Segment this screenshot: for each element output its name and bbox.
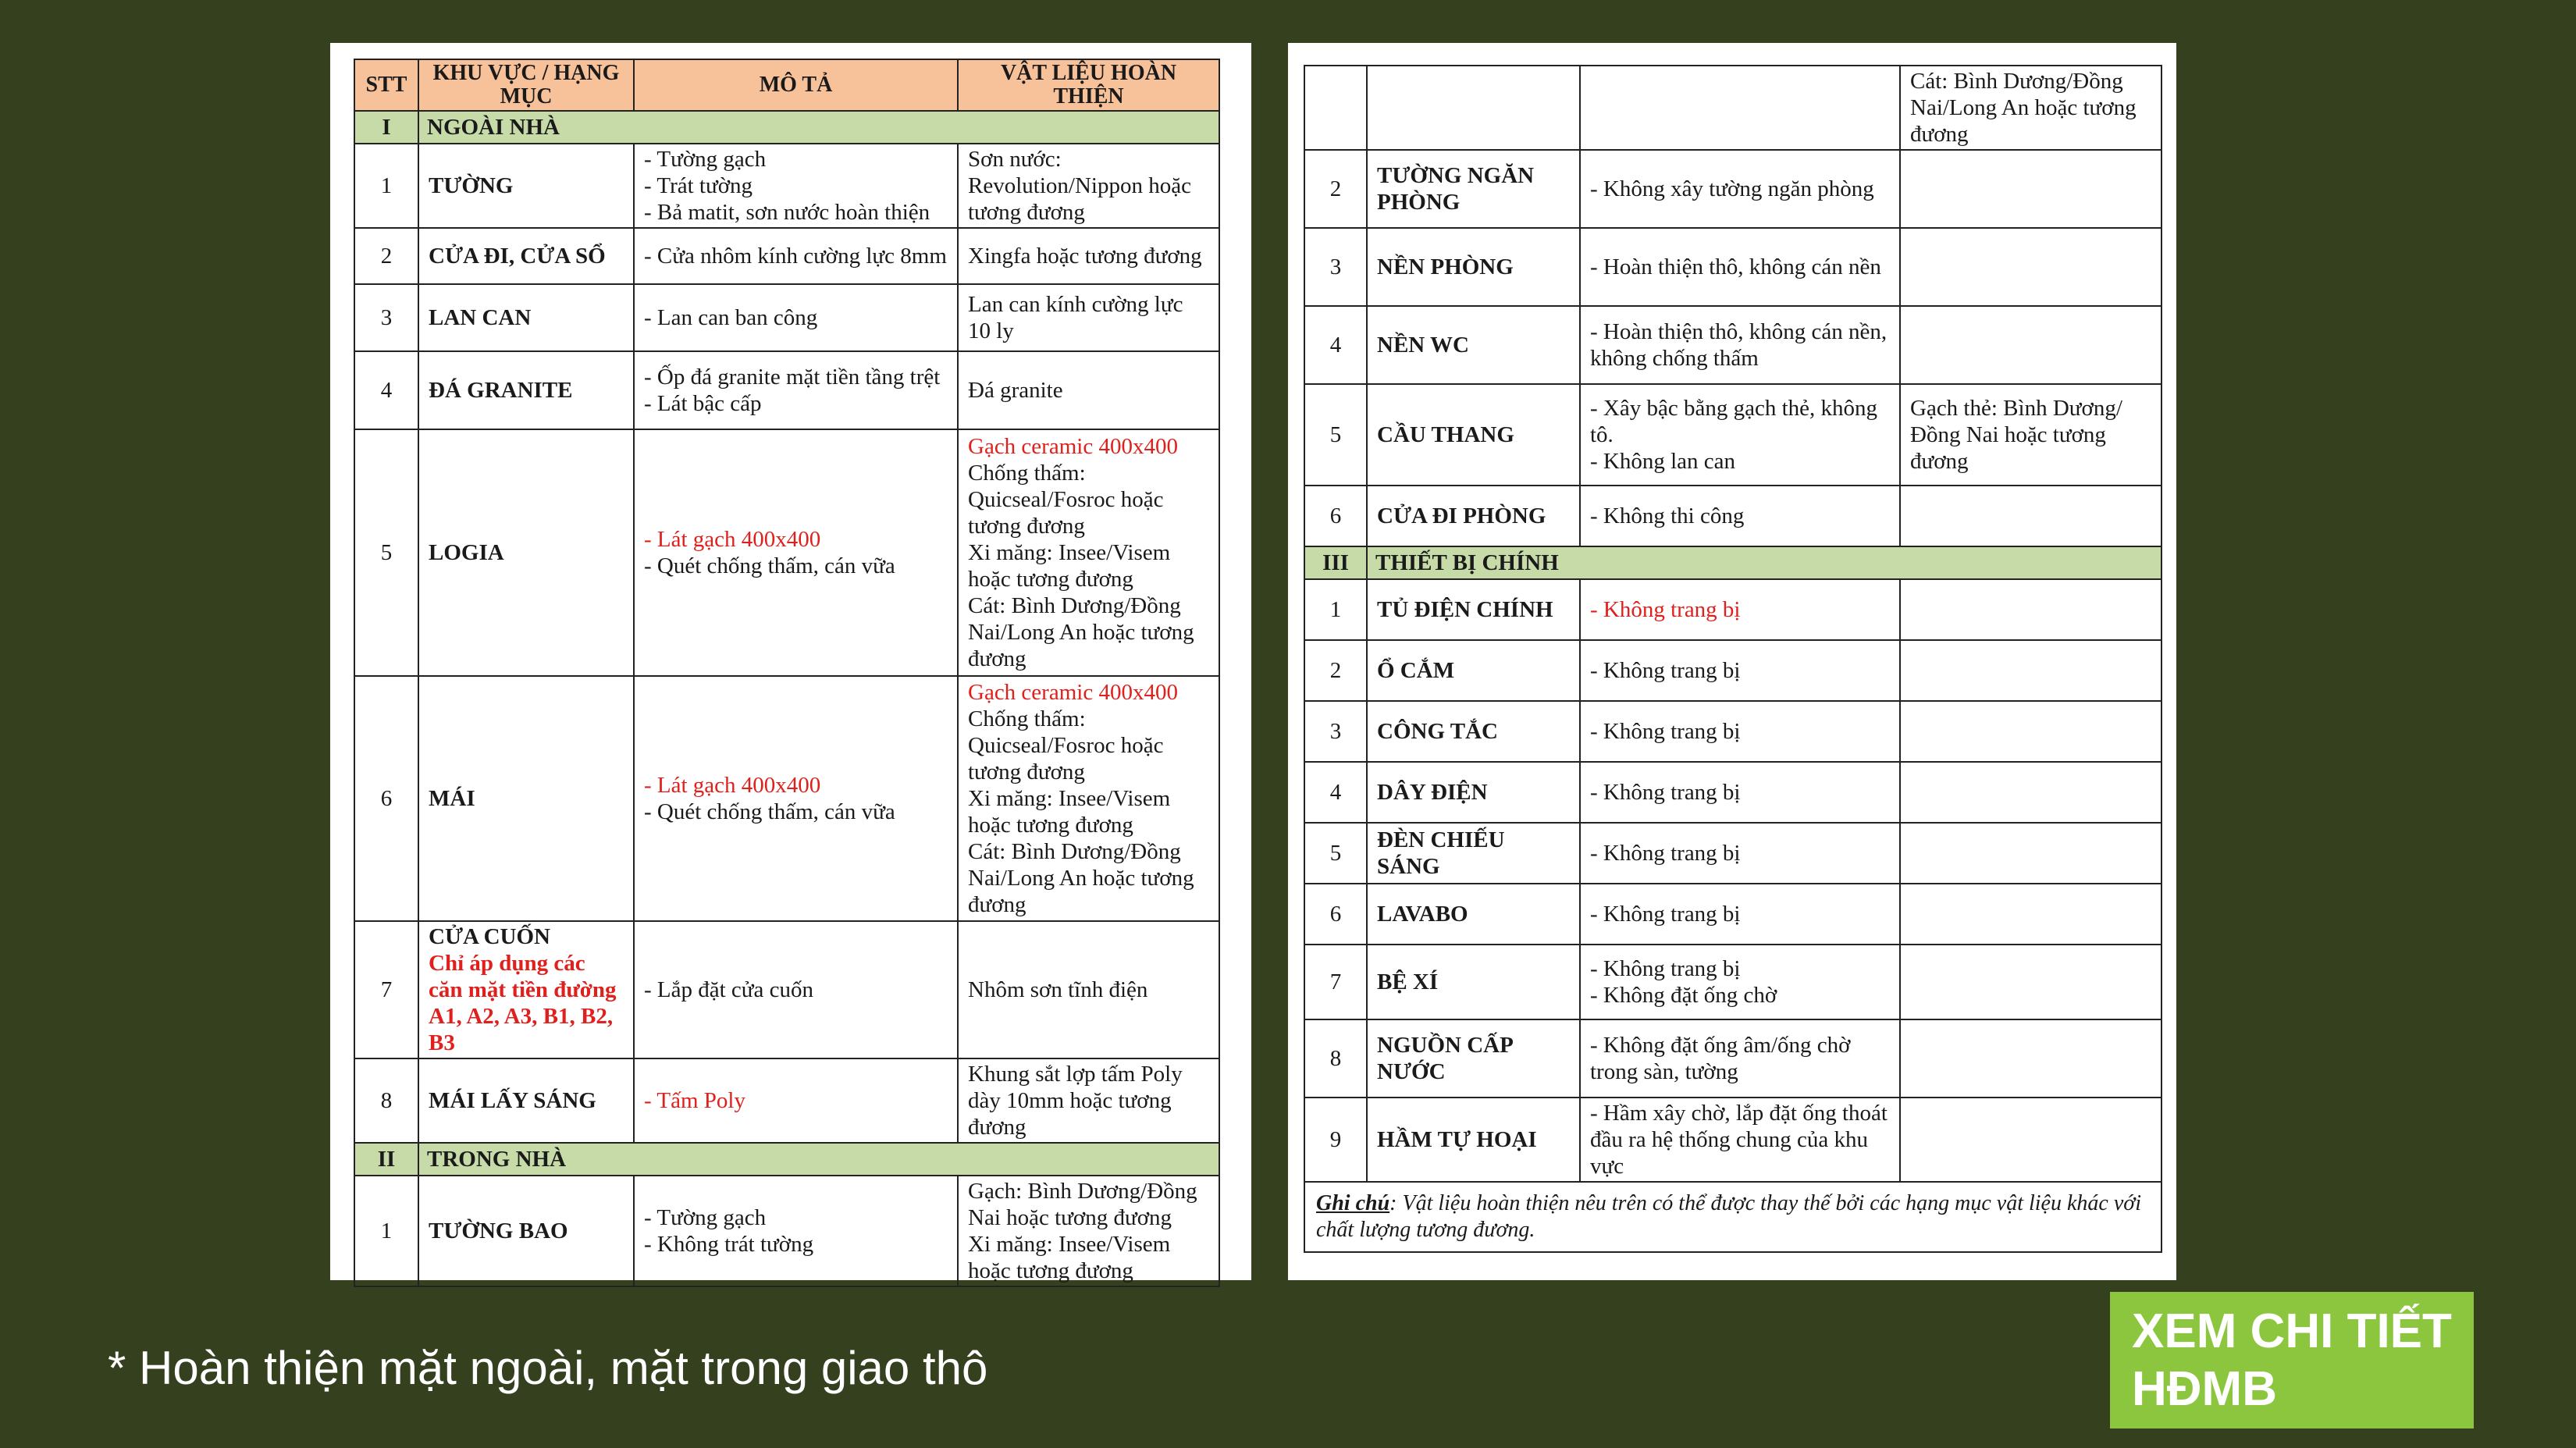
material-cell — [1900, 640, 2161, 701]
area-cell-line: Ổ CẮM — [1377, 658, 1455, 683]
area-cell — [1367, 640, 1580, 701]
description-cell-line: - Tấm Poly — [644, 1088, 745, 1113]
material-cell — [958, 921, 1219, 1058]
table-header-row — [354, 59, 1219, 111]
row-number: 9 — [1304, 1098, 1367, 1182]
section-row — [354, 1143, 1219, 1176]
description-cell — [1580, 640, 1900, 701]
area-cell-line: HẦM TỰ HOẠI — [1377, 1127, 1537, 1152]
description-cell — [1580, 701, 1900, 762]
description-cell — [1580, 66, 1900, 150]
description-cell-line: - Lát gạch 400x400 — [644, 773, 821, 798]
area-cell — [1367, 384, 1580, 486]
spec-sheet-left — [330, 43, 1251, 1283]
description-cell-line: - Tường gạch — [644, 1205, 767, 1230]
header-stt: STT — [354, 59, 418, 111]
description-cell — [634, 1058, 958, 1143]
area-cell — [418, 144, 634, 228]
area-cell-line: Chỉ áp dụng các căn mặt tiền đường A1, A2, A3, B1, B2, B3 — [429, 951, 617, 1055]
row-number: 7 — [354, 921, 418, 1058]
row-number: 1 — [354, 1176, 418, 1286]
material-cell-line: Chống thấm: Quicseal/Fosroc hoặc tương đương — [968, 461, 1164, 539]
material-cell — [958, 676, 1219, 921]
section-row — [1304, 546, 2161, 579]
description-cell-line: - Hầm xây chờ, lắp đặt ống thoát đầu ra hệ thống chung của khu vực — [1590, 1101, 1888, 1179]
description-cell — [1580, 486, 1900, 546]
area-cell — [1367, 66, 1580, 150]
table-row — [354, 676, 1219, 921]
description-cell — [1580, 1098, 1900, 1182]
table-row — [1304, 823, 2161, 884]
material-cell — [958, 1058, 1219, 1143]
material-cell-line: Nhôm sơn tĩnh điện — [968, 977, 1148, 1002]
row-number: 1 — [1304, 579, 1367, 640]
section-number: III — [1304, 546, 1367, 579]
area-cell — [1367, 486, 1580, 546]
material-cell-line: Xingfa hoặc tương đương — [968, 244, 1202, 269]
material-cell — [958, 144, 1219, 228]
area-cell-line: TƯỜNG BAO — [429, 1219, 568, 1243]
description-cell — [1580, 1019, 1900, 1098]
material-cell-line: Xi măng: Insee/Visem hoặc tương đương — [968, 1232, 1171, 1283]
row-number: 5 — [354, 429, 418, 676]
area-cell — [1367, 762, 1580, 823]
table-row — [354, 921, 1219, 1058]
description-cell-line: - Không đặt ống chờ — [1590, 983, 1777, 1008]
area-cell-line: CỬA ĐI, CỬA SỔ — [429, 244, 606, 269]
area-cell — [418, 284, 634, 351]
table-row — [1304, 762, 2161, 823]
table-row — [1304, 640, 2161, 701]
material-cell — [1900, 701, 2161, 762]
description-cell-line: - Lát gạch 400x400 — [644, 527, 821, 552]
description-cell-line: - Không trát tường — [644, 1232, 814, 1257]
material-cell — [958, 429, 1219, 676]
material-cell-line: Chống thấm: Quicseal/Fosroc hoặc tương đương — [968, 706, 1164, 784]
area-cell-line: LAN CAN — [429, 305, 532, 330]
description-cell — [634, 1176, 958, 1286]
row-number: 3 — [1304, 701, 1367, 762]
description-cell-line: - Cửa nhôm kính cường lực 8mm — [644, 244, 947, 269]
area-cell-line: NGUỒN CẤP NƯỚC — [1377, 1033, 1513, 1084]
table-row — [1304, 150, 2161, 228]
row-number: 3 — [354, 284, 418, 351]
note-text: : Vật liệu hoàn thiện nêu trên có thể được thay thế bởi các hạng mục vật liệu khác với chất lượng tương đương. — [1316, 1191, 2141, 1242]
description-cell — [1580, 306, 1900, 384]
material-cell — [958, 351, 1219, 429]
description-cell-line: - Bả matit, sơn nước hoàn thiện — [644, 200, 930, 225]
description-cell-line: - Không trang bị — [1590, 780, 1741, 805]
description-cell-line: - Lắp đặt cửa cuốn — [644, 977, 814, 1002]
table-row — [1304, 306, 2161, 384]
area-cell — [1367, 1019, 1580, 1098]
row-number: 4 — [354, 351, 418, 429]
material-cell-line: Cát: Bình Dương/Đồng Nai/Long An hoặc tương đương — [1910, 69, 2137, 147]
area-cell — [1367, 150, 1580, 228]
area-cell — [1367, 701, 1580, 762]
description-cell-line: - Trát tường — [644, 173, 753, 198]
description-cell — [634, 284, 958, 351]
description-cell-line: - Lát bậc cấp — [644, 391, 762, 416]
area-cell — [1367, 945, 1580, 1019]
description-cell-line: - Tường gạch — [644, 147, 767, 172]
row-number: 8 — [354, 1058, 418, 1143]
row-number: 4 — [1304, 306, 1367, 384]
finish-spec-table-left — [354, 59, 1220, 1287]
material-cell — [1900, 150, 2161, 228]
material-cell — [1900, 579, 2161, 640]
area-cell-line: DÂY ĐIỆN — [1377, 780, 1488, 805]
area-cell-line: CỬA CUỐN — [429, 924, 551, 949]
description-cell-line: - Ốp đá granite mặt tiền tầng trệt — [644, 365, 941, 390]
row-number: 6 — [1304, 884, 1367, 945]
material-cell-line: Cát: Bình Dương/Đồng Nai/Long An hoặc tương đương — [968, 593, 1194, 671]
area-cell-line: NỀN WC — [1377, 333, 1469, 358]
description-cell-line: - Không trang bị — [1590, 956, 1741, 981]
table-row — [1304, 945, 2161, 1019]
header-description: MÔ TẢ — [634, 59, 958, 111]
section-number: II — [354, 1143, 418, 1176]
material-cell — [1900, 486, 2161, 546]
area-cell — [1367, 884, 1580, 945]
material-cell — [1900, 823, 2161, 884]
left-table-body — [354, 111, 1219, 1286]
material-cell-line: Lan can kính cường lực 10 ly — [968, 292, 1183, 343]
header-material: VẬT LIỆU HOÀN THIỆN — [958, 59, 1219, 111]
spec-sheet-right — [1288, 43, 2176, 1280]
description-cell — [634, 144, 958, 228]
area-cell-line: BỆ XÍ — [1377, 969, 1439, 994]
description-cell-line: - Không lan can — [1590, 449, 1736, 474]
area-cell — [1367, 1098, 1580, 1182]
description-cell — [634, 228, 958, 284]
area-cell — [418, 921, 634, 1058]
description-cell-line: - Không trang bị — [1590, 658, 1741, 683]
area-cell-line: TƯỜNG NGĂN PHÒNG — [1377, 163, 1535, 215]
material-cell — [1900, 66, 2161, 150]
material-cell-line: Gạch ceramic 400x400 — [968, 680, 1178, 705]
area-cell-line: ĐÁ GRANITE — [429, 378, 573, 403]
row-number — [1304, 66, 1367, 150]
description-cell-line: - Không xây tường ngăn phòng — [1590, 176, 1874, 201]
table-row — [1304, 1019, 2161, 1098]
area-cell-line: ĐÈN CHIẾU SÁNG — [1377, 827, 1505, 879]
area-cell-line: LOGIA — [429, 540, 504, 565]
description-cell-line: - Quét chống thấm, cán vữa — [644, 799, 895, 824]
table-row — [1304, 1098, 2161, 1182]
description-cell-line: - Lan can ban công — [644, 305, 818, 330]
table-row — [354, 429, 1219, 676]
description-cell — [1580, 228, 1900, 306]
area-cell — [418, 351, 634, 429]
material-cell — [1900, 306, 2161, 384]
area-cell-line: TƯỜNG — [429, 173, 514, 198]
description-cell-line: - Quét chống thấm, cán vữa — [644, 553, 895, 578]
area-cell-line: MÁI — [429, 786, 475, 811]
area-cell — [418, 1058, 634, 1143]
area-cell — [418, 228, 634, 284]
description-cell — [1580, 384, 1900, 486]
note-row — [1304, 1182, 2161, 1252]
table-row — [354, 1176, 1219, 1286]
note-label: Ghi chú — [1316, 1191, 1390, 1215]
area-cell — [1367, 579, 1580, 640]
section-title: NGOÀI NHÀ — [418, 111, 1219, 144]
row-number: 2 — [1304, 150, 1367, 228]
row-number: 4 — [1304, 762, 1367, 823]
finish-caption: * Hoàn thiện mặt ngoài, mặt trong giao thô — [108, 1342, 988, 1394]
area-cell — [418, 429, 634, 676]
material-cell — [958, 284, 1219, 351]
description-cell — [634, 351, 958, 429]
table-row — [1304, 579, 2161, 640]
material-cell — [1900, 228, 2161, 306]
note-cell — [1304, 1182, 2161, 1252]
row-number: 7 — [1304, 945, 1367, 1019]
row-number: 5 — [1304, 823, 1367, 884]
description-cell — [634, 429, 958, 676]
row-number: 2 — [354, 228, 418, 284]
table-row — [354, 228, 1219, 284]
area-cell — [1367, 306, 1580, 384]
section-title: TRONG NHÀ — [418, 1143, 1219, 1176]
material-cell-line: Cát: Bình Dương/Đồng Nai/Long An hoặc tương đương — [968, 839, 1194, 917]
material-cell — [1900, 762, 2161, 823]
table-row — [354, 351, 1219, 429]
material-cell — [1900, 1019, 2161, 1098]
material-cell-line: Khung sắt lợp tấm Poly dày 10mm hoặc tương đương — [968, 1062, 1183, 1140]
material-cell-line: Gạch: Bình Dương/Đồng Nai hoặc tương đương — [968, 1179, 1197, 1230]
description-cell-line: - Hoàn thiện thô, không cán nền, không chống thấm — [1590, 319, 1888, 371]
material-cell — [1900, 945, 2161, 1019]
finish-spec-table-right — [1304, 65, 2162, 1253]
table-row — [1304, 66, 2161, 150]
description-cell — [1580, 823, 1900, 884]
row-number: 5 — [1304, 384, 1367, 486]
material-cell — [958, 228, 1219, 284]
material-cell — [1900, 384, 2161, 486]
material-cell — [1900, 1098, 2161, 1182]
section-title: THIẾT BỊ CHÍNH — [1367, 546, 2161, 579]
description-cell — [1580, 884, 1900, 945]
description-cell — [1580, 579, 1900, 640]
description-cell-line: - Không trang bị — [1590, 719, 1741, 744]
material-cell-line: Sơn nước: Revolution/Nippon hoặc tương đương — [968, 147, 1191, 225]
row-number: 1 — [354, 144, 418, 228]
row-number: 6 — [354, 676, 418, 921]
description-cell-line: - Xây bậc bằng gạch thẻ, không tô. — [1590, 396, 1878, 447]
area-cell — [418, 676, 634, 921]
row-number: 3 — [1304, 228, 1367, 306]
description-cell — [1580, 150, 1900, 228]
description-cell — [1580, 945, 1900, 1019]
description-cell — [1580, 762, 1900, 823]
material-cell-line: Đá granite — [968, 378, 1063, 403]
material-cell-line: Gạch thẻ: Bình Dương/Đồng Nai hoặc tương đương — [1910, 396, 2122, 474]
area-cell — [1367, 228, 1580, 306]
table-row — [1304, 701, 2161, 762]
material-cell-line: Gạch ceramic 400x400 — [968, 434, 1178, 459]
area-cell — [418, 1176, 634, 1286]
area-cell-line: CỬA ĐI PHÒNG — [1377, 503, 1546, 528]
header-area: KHU VỰC / HẠNG MỤC — [418, 59, 634, 111]
table-row — [1304, 884, 2161, 945]
table-row — [1304, 486, 2161, 546]
description-cell — [634, 676, 958, 921]
description-cell-line: - Không trang bị — [1590, 597, 1741, 622]
material-cell — [1900, 884, 2161, 945]
row-number: 8 — [1304, 1019, 1367, 1098]
area-cell — [1367, 823, 1580, 884]
row-number: 6 — [1304, 486, 1367, 546]
description-cell-line: - Không thi công — [1590, 503, 1745, 528]
button-label-line2: HĐMB — [2132, 1362, 2277, 1416]
area-cell-line: MÁI LẤY SÁNG — [429, 1088, 596, 1113]
description-cell — [634, 921, 958, 1058]
area-cell-line: TỦ ĐIỆN CHÍNH — [1377, 597, 1553, 622]
button-label-line1: XEM CHI TIẾT — [2132, 1304, 2452, 1358]
row-number: 2 — [1304, 640, 1367, 701]
section-number: I — [354, 111, 418, 144]
area-cell-line: CÔNG TẮC — [1377, 719, 1498, 744]
description-cell-line: - Không trang bị — [1590, 841, 1741, 866]
table-row — [354, 1058, 1219, 1143]
area-cell-line: LAVABO — [1377, 902, 1468, 927]
table-row — [354, 144, 1219, 228]
area-cell-line: NỀN PHÒNG — [1377, 254, 1514, 279]
description-cell-line: - Không trang bị — [1590, 902, 1741, 927]
description-cell-line: - Không đặt ống âm/ống chờ trong sàn, tường — [1590, 1033, 1851, 1084]
table-row — [354, 284, 1219, 351]
material-cell-line: Xi măng: Insee/Visem hoặc tương đương — [968, 540, 1171, 592]
table-row — [1304, 384, 2161, 486]
section-row — [354, 111, 1219, 144]
right-table-body — [1304, 66, 2161, 1252]
material-cell-line: Xi măng: Insee/Visem hoặc tương đương — [968, 786, 1171, 838]
description-cell-line: - Hoàn thiện thô, không cán nền — [1590, 254, 1881, 279]
table-row — [1304, 228, 2161, 306]
area-cell-line: CẦU THANG — [1377, 422, 1514, 447]
view-contract-details-button[interactable] — [2110, 1292, 2474, 1428]
material-cell — [958, 1176, 1219, 1286]
